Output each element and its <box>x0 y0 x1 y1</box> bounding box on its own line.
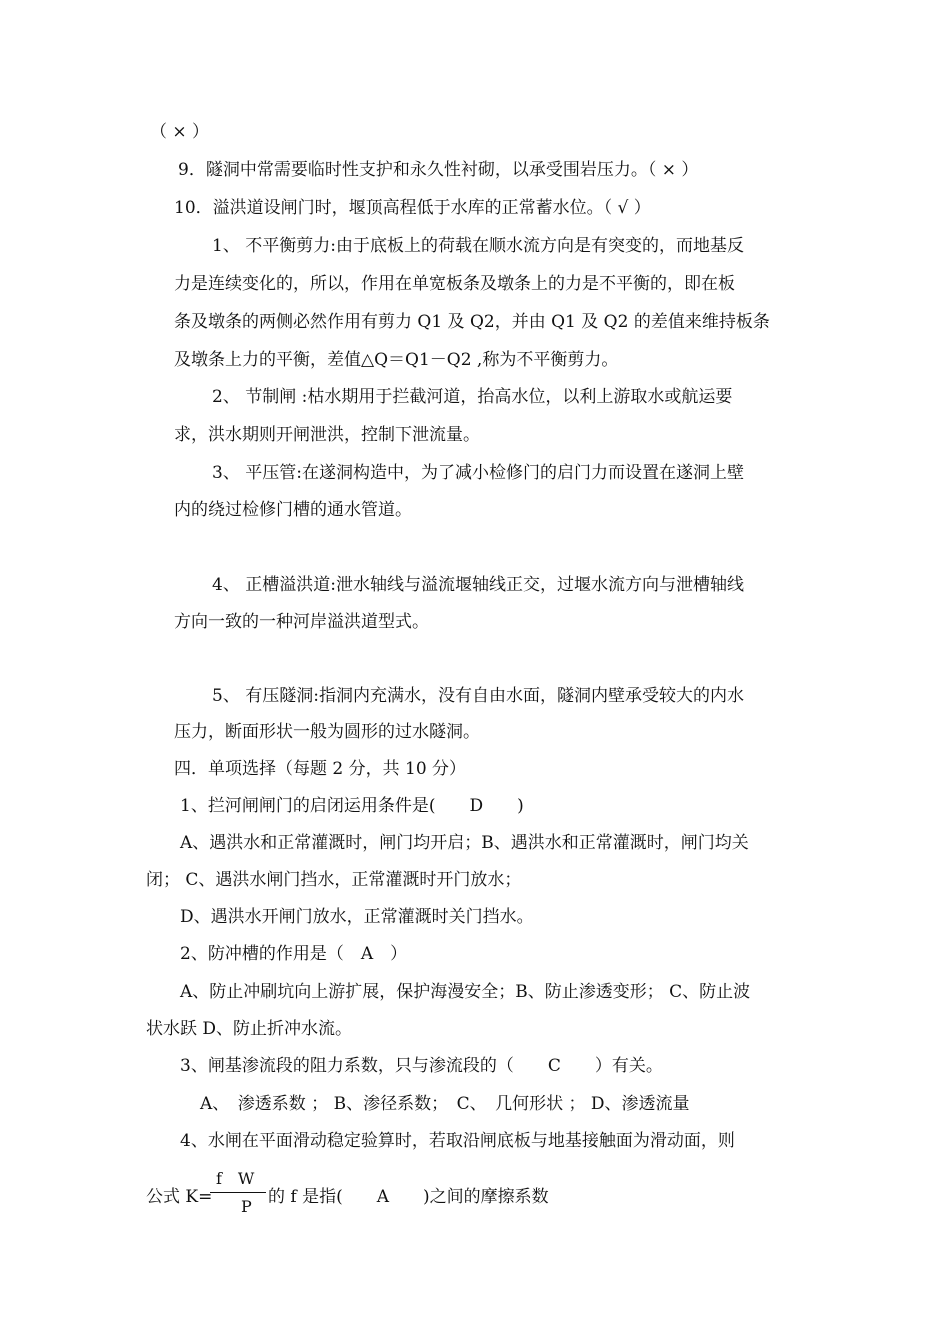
formula-suffix: 的 f 是指( A )之间的摩擦系数 <box>268 1187 549 1207</box>
question-2: 2、防冲槽的作用是（ A ） <box>180 944 408 964</box>
formula-denominator: P <box>241 1197 252 1216</box>
text-line-14: 5、 有压隧洞:指洞内充满水，没有自由水面，隧洞内壁承受较大的内水 <box>212 686 744 706</box>
text-line-22: A、防止冲刷坑向上游扩展，保护海漫安全；B、防止渗透变形； C、防止波 <box>180 982 751 1002</box>
text-line-9: 求，洪水期则开闸泄洪，控制下泄流量。 <box>174 425 480 445</box>
text-line-19: 闭； C、遇洪水闸门挡水，正常灌溉时开门放水； <box>146 870 522 890</box>
section-heading: 四．单项选择（每题 2 分，共 10 分） <box>174 759 467 779</box>
text-line-10: 3、 平压管:在遂洞构造中，为了减小检修门的启门力而设置在遂洞上壁 <box>212 463 744 483</box>
text-line-8: 2、 节制闸 :枯水期用于拦截河道，抬高水位，以利上游取水或航运要 <box>212 387 733 407</box>
question-3: 3、闸基渗流段的阻力系数，只与渗流段的（ C ）有关。 <box>180 1056 663 1076</box>
text-line-11: 内的绕过检修门槽的通水管道。 <box>174 500 412 520</box>
text-line-1: （ × ） <box>150 122 210 142</box>
text-line-4: 1、 不平衡剪力:由于底板上的荷载在顺水流方向是有突变的，而地基反 <box>212 236 744 256</box>
formula-numerator: f W <box>216 1169 255 1188</box>
text-line-20: D、遇洪水开闸门放水，正常灌溉时关门挡水。 <box>180 907 534 927</box>
text-line-7: 及墩条上力的平衡，差值△Q＝Q1－Q2 ,称为不平衡剪力。 <box>174 350 619 370</box>
text-line-2: 9．隧洞中常需要临时性支护和永久性衬砌，以承受围岩压力。（ × ） <box>178 160 699 180</box>
question-4: 4、水闸在平面滑动稳定验算时，若取沿闸底板与地基接触面为滑动面，则 <box>180 1131 735 1151</box>
formula-prefix: 公式 K= <box>146 1187 213 1207</box>
fraction-bar <box>210 1192 266 1193</box>
text-line-6: 条及墩条的两侧必然作用有剪力 Q1 及 Q2，并由 Q1 及 Q2 的差值来维持板条 <box>174 312 770 332</box>
text-line-5: 力是连续变化的，所以，作用在单宽板条及墩条上的力是不平衡的，即在板 <box>174 274 735 294</box>
text-line-18: A、遇洪水和正常灌溉时，闸门均开启；B、遇洪水和正常灌溉时，闸门均关 <box>180 833 749 853</box>
text-line-25: A、 渗透系数 ； B、渗径系数； C、 几何形状 ； D、渗透流量 <box>200 1094 690 1114</box>
text-line-12: 4、 正槽溢洪道:泄水轴线与溢流堰轴线正交，过堰水流方向与泄槽轴线 <box>212 575 744 595</box>
text-line-13: 方向一致的一种河岸溢洪道型式。 <box>174 612 429 632</box>
question-1: 1、拦河闸闸门的启闭运用条件是( D ) <box>180 796 524 816</box>
text-line-15: 压力，断面形状一般为圆形的过水隧洞。 <box>174 722 480 742</box>
text-line-3: 10．溢洪道设闸门时，堰顶高程低于水库的正常蓄水位。（ √ ） <box>174 198 651 218</box>
text-line-23: 状水跃 D、防止折冲水流。 <box>146 1019 353 1039</box>
